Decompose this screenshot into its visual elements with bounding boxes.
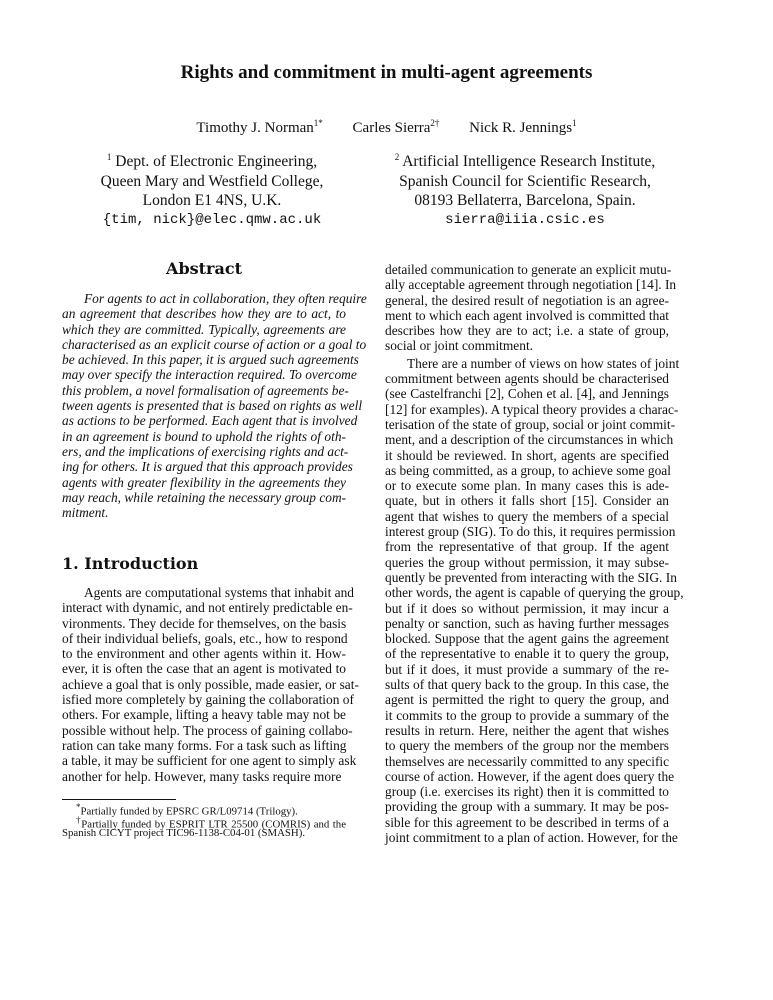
text-line: general, the desired result of negotiation is an agree- (385, 292, 669, 308)
text-line: ration can take many forms. For a task such as lifting (62, 737, 347, 753)
text-line: achieve a goal that is only possible, made easier, or sat- (62, 676, 359, 692)
affiliation-line: London E1 4NS, U.K. (142, 192, 282, 210)
text-line: There are a number of views on how states of joint (407, 355, 680, 371)
text-line: isfied more completely by gaining the collaboration of (62, 692, 354, 708)
author (353, 120, 440, 136)
text-line: to the environment and other agents within it. How- (62, 646, 346, 662)
text-line: ers, and the implications of exercising rights and act- (62, 443, 349, 459)
footnote-mark: † (76, 815, 82, 825)
author (469, 120, 576, 136)
text-line: characterised as an explicit course of action or a goal to (62, 336, 367, 352)
text-line: an agreement that describes how they are to act, to (62, 306, 346, 322)
author (196, 120, 322, 136)
text-line: which they are committed. Typically, agreements are (62, 321, 346, 337)
text-line: in an agreement is bound to uphold the rights of oth- (62, 428, 346, 444)
text-line: but if it does, it must provide a summary of the re- (385, 661, 669, 677)
abstract-heading: Abstract (166, 259, 242, 278)
text-line: group (i.e. exercises its right) then it is committed to (385, 784, 669, 800)
text-line: of the representative to enable it to query the group, (385, 646, 669, 662)
text-line: another for help. However, many tasks require more (62, 768, 342, 784)
author-name: Nick R. Jennings (469, 120, 573, 136)
text-line: sible for this agreement to be described in terms of a (385, 814, 669, 830)
footnote (62, 801, 346, 818)
text-line: it commits to the group to provide a summary of the (385, 707, 669, 723)
text-line: or to execute some plan. In many cases this is ade- (385, 478, 669, 494)
paper-title: Rights and commitment in multi-agent agreements (180, 62, 593, 83)
affiliation-line: Queen Mary and Westfield College, (100, 172, 324, 190)
text-line: vironments. They decide for themselves, on the basis (62, 615, 347, 631)
paragraph (385, 355, 684, 846)
text-line: agents with greater flexibility in the agreements they (62, 474, 346, 490)
text-line: social or joint commitment. (385, 338, 534, 354)
text-line: describes how they are to act; i.e. a state of group, (385, 323, 669, 339)
author-name: Timothy J. Norman (196, 120, 314, 136)
affiliation-1 (82, 148, 342, 230)
affiliation-line: Dept. of Electronic Engineering, (115, 153, 318, 171)
text-line: joint commitment to a plan of action. However, for the (385, 829, 678, 845)
abstract-body (62, 291, 367, 521)
text-line: blocked. Suppose that the agent gains the agreement (385, 631, 669, 647)
text-line: Agents are computational systems that inhabit and (84, 585, 354, 600)
right-column-body (385, 262, 684, 845)
author-list (0, 118, 773, 137)
text-line: quate, but in others it falls short [15]. Consider an (385, 493, 669, 509)
text-line: [12] for examples). A typical theory provides a charac- (385, 401, 679, 417)
footnote-line: Spanish CICYT project TIC96-1138-C04-01 (SMASH). (62, 827, 306, 839)
text-line: detailed communication to generate an explicit mutu- (385, 262, 672, 277)
text-line: it should be reviewed. In short, agents are specified (385, 447, 669, 463)
footnote-text: Partially funded by ESPRIT LTR 25500 (COMRIS) and the (81, 818, 346, 831)
text-line: providing the group with a summary. It may be pos- (385, 799, 669, 815)
text-line: results in return. Here, neither the agent that wishes (385, 722, 669, 738)
text-line: For agents to act in collaboration, they often require (84, 291, 367, 306)
author-mark: 2† (430, 118, 440, 128)
affiliation-email: {tim, nick}@elec.qmw.ac.uk (102, 211, 322, 228)
text-line: (see Castelfranchi [2], Cohen et al. [4], and Jennings (385, 386, 669, 402)
footnote-rule (62, 799, 176, 800)
text-line: may reach, while retaining the necessary group com- (62, 489, 347, 505)
text-line: may over specify the interaction required. To overcome (62, 367, 357, 383)
author-name: Carles Sierra (352, 120, 431, 136)
footnote-text: Partially funded by EPSRC GR/L09714 (Trilogy). (80, 805, 298, 818)
text-line: ally acceptable agreement through negotiation [14]. In (385, 277, 677, 293)
text-line: commitment between agents should be characterised (385, 371, 669, 387)
text-line: possible without help. The process of gaining collabo- (62, 722, 353, 738)
text-line: to query the members of the group nor the members (385, 738, 669, 754)
text-line: agent is permitted the right to query the group, and (385, 692, 669, 708)
text-line: themselves are necessarily committed to any specific (385, 753, 670, 769)
footnote-mark: * (76, 802, 81, 812)
affiliation-mark: 2 (394, 152, 400, 162)
text-line: of their individual beliefs, goals, etc., how to respond (62, 630, 348, 646)
text-line: others. For example, lifting a heavy table may not be (62, 707, 346, 723)
introduction-body (62, 585, 359, 784)
author-mark: 1* (313, 118, 323, 128)
text-line: course of action. However, if the agent does query the (385, 768, 675, 784)
affiliation-2 (375, 148, 675, 230)
affiliation-line: Artificial Intelligence Research Institute, (402, 153, 656, 171)
text-line: as actions to be performed. Each agent that is involved (62, 413, 358, 429)
affiliation-line: 08193 Bellaterra, Barcelona, Spain. (414, 192, 636, 210)
paragraph (62, 585, 359, 784)
text-line: terisation of the state of group, social or joint commit- (385, 416, 676, 432)
text-line: mitment. (62, 505, 109, 521)
text-line: ever, it is often the case that an agent is motivated to (62, 661, 346, 677)
text-line: ing for others. It is argued that this approach provides (62, 459, 353, 475)
text-line: but if it does so without permission, it may incur a (385, 600, 669, 616)
text-line: penalty or sanction, such as having further messages (385, 615, 669, 631)
affiliation-email: sierra@iiia.csic.es (445, 211, 605, 228)
text-line: interact with dynamic, and not entirely predictable en- (62, 600, 353, 616)
text-line: this problem, a novel formalisation of agreements be- (62, 382, 349, 398)
footnote-line (62, 814, 346, 831)
text-line: be achieved. In this paper, it is argued such agreements (62, 352, 359, 368)
text-line: as being committed, as a group, to achieve some goal (385, 462, 671, 478)
footnotes (62, 801, 346, 840)
paragraph (385, 262, 677, 354)
text-line: ment, and a description of the circumstances in which (385, 432, 674, 448)
text-line: agent that wishes to query the members of a special (385, 508, 669, 524)
text-line: interest group (SIG). To do this, it requires permission (385, 524, 676, 540)
paragraph (62, 291, 367, 521)
text-line: a table, it may be sufficient for one agent to simply ask (62, 753, 357, 769)
section-heading-introduction: 1. Introduction (62, 554, 199, 573)
text-line: ment to which each agent involved is committed that (385, 307, 669, 323)
text-line: sults of that query back to the group. In this case, the (385, 677, 669, 693)
affiliation-line: Spanish Council for Scientific Research, (399, 172, 651, 190)
author-mark: 1 (572, 118, 577, 128)
text-line: tween agents is presented that is based on rights as well (62, 398, 363, 414)
text-line: from the representative of that group. If the agent (385, 539, 669, 555)
footnote (62, 814, 346, 840)
footnote-line (62, 801, 346, 818)
text-line: quently be prevented from interacting with the SIG. In (385, 569, 677, 585)
text-line: queries the group without permission, it may subse- (385, 554, 669, 570)
text-line: other words, the agent is capable of querying the group, (385, 585, 684, 601)
affiliation-mark: 1 (106, 152, 112, 162)
